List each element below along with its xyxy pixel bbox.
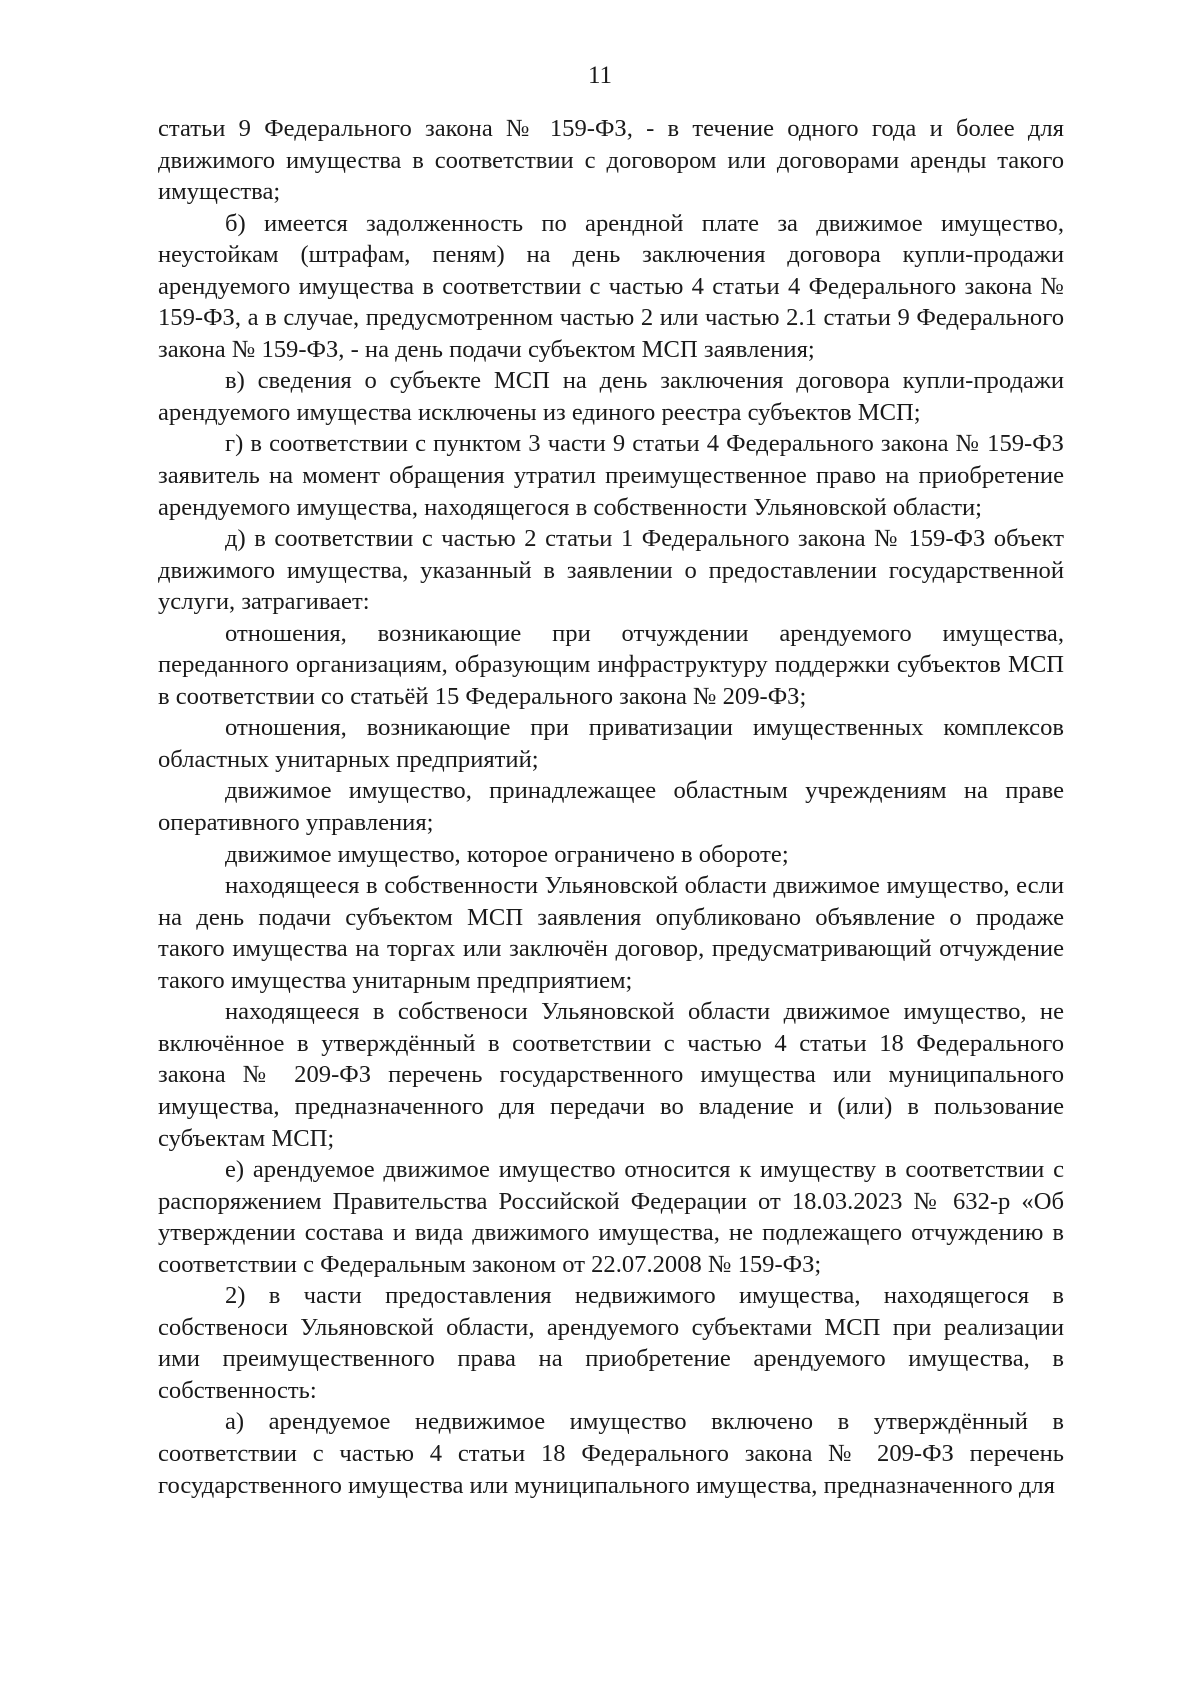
paragraph: а) арендуемое недвижимое имущество включено в утверждённый в соответствии с частью 4 статьи 18 Федерального закона № 209-ФЗ перечень государственного имущества или муниципального имущества, предназначенного для (158, 1408, 1064, 1499)
paragraph: д) в соответствии с частью 2 статьи 1 Федерального закона № 159-ФЗ объект движимого имущества, указанный в заявлении о предоставлении государственной услуги, затрагивает: (158, 525, 1064, 616)
page-number: 11 (587, 62, 613, 89)
paragraph: г) в соответствии с пунктом 3 части 9 статьи 4 Федерального закона № 159-ФЗ заявитель на момент обращения утратил преимущественное право на приобретение арендуемого имущества, находящегося в собственности Ульяновской области; (158, 430, 1064, 521)
paragraph: в) сведения о субъекте МСП на день заключения договора купли-продажи арендуемого имущества исключены из единого реестра субъектов МСП; (158, 367, 1064, 426)
paragraph: движимое имущество, которое ограничено в обороте; (225, 840, 789, 868)
paragraph: движимое имущество, принадлежащее областным учреждениям на праве оперативного управления; (158, 777, 1064, 837)
paragraph: б) имеется задолженность по арендной плате за движимое имущество, неустойкам (штрафам, пеням) на день заключения договора купли-продажи арендуемого имущества в соответствии с частью 4 статьи 4 Федерального закона № 159-ФЗ, а в случае, предусмотренном частью 2 или частью 2.1 статьи 9 Федерального закона № 159-ФЗ, - на день подачи субъектом МСП заявления; (158, 209, 1064, 363)
paragraph: отношения, возникающие при приватизации имущественных комплексов областных унитарных предприятий; (158, 714, 1064, 773)
paragraph: 2) в части предоставления недвижимого имущества, находящегося в собственоси Ульяновской области, арендуемого субъектами МСП при реализации ими преимущественного права на приобретение арендуемого имущества, в собственность: (158, 1282, 1064, 1404)
document-body (158, 113, 1064, 1501)
paragraph: отношения, возникающие при отчуждении арендуемого имущества, переданного организациям, образующим инфраструктуру поддержки субъектов МСП в соответствии со статьёй 15 Федерального закона № 209-ФЗ; (158, 619, 1064, 710)
paragraph: е) арендуемое движимое имущество относится к имуществу в соответствии с распоряжением Правительства Российской Федерации от 18.03.2023 № 632-р «Об утверждении состава и вида движимого имущества, не подлежащего отчуждению в соответствии с Федеральным законом от 22.07.2008 № 159-ФЗ; (158, 1156, 1064, 1278)
paragraph: находящееся в собственности Ульяновской области движимое имущество, если на день подачи субъектом МСП заявления опубликовано объявление о продаже такого имущества на торгах или заключён договор, предусматривающий отчуждение такого имущества унитарным предприятием; (158, 872, 1064, 994)
paragraph: статьи 9 Федерального закона № 159-ФЗ, - в течение одного года и более для движимого имущества в соответствии с договором или договорами аренды такого имущества; (158, 115, 1064, 206)
paragraph: находящееся в собственоси Ульяновской области движимое имущество, не включённое в утверждённый в соответствии с частью 4 статьи 18 Федерального закона № 209-ФЗ перечень государственного имущества или муниципального имущества, предназначенного для передачи во владение и (или) в пользование субъектам МСП; (158, 998, 1064, 1152)
